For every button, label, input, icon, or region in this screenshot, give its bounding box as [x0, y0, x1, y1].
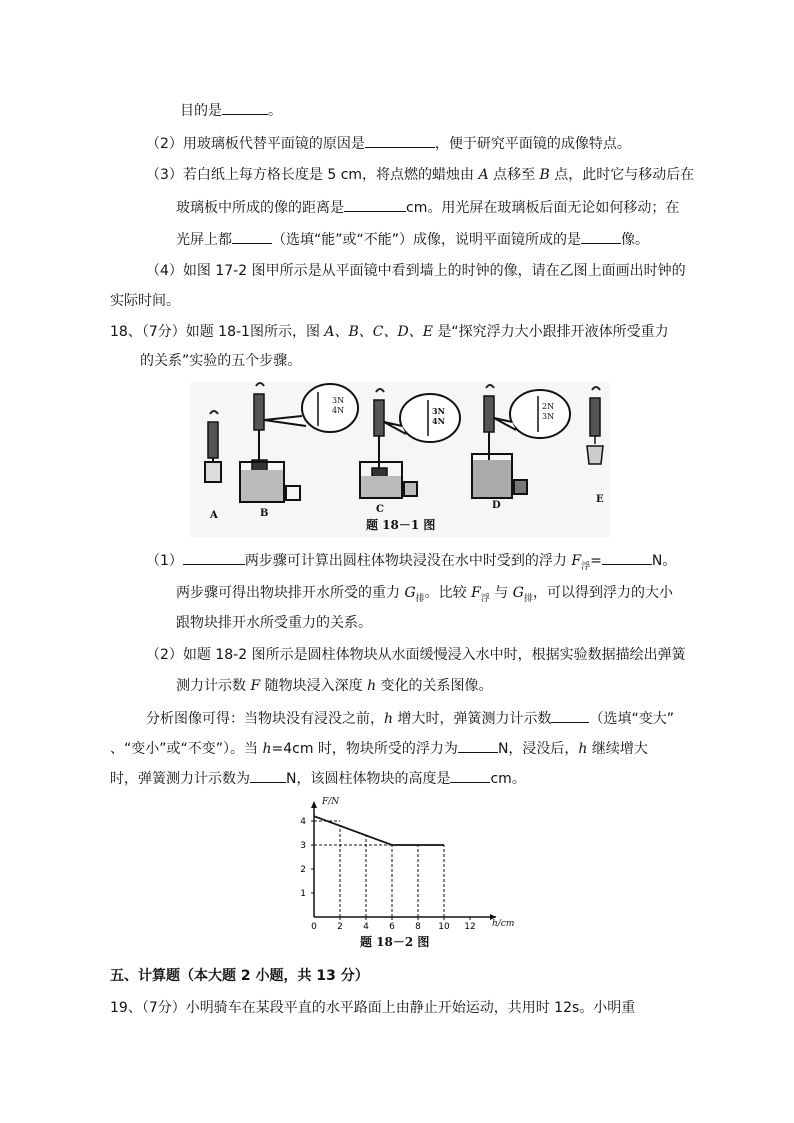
q18-analysis-line3: 时，弹簧测力计示数为 N，该圆柱体物块的高度是 cm。	[110, 768, 526, 789]
x-tick-label: 12	[464, 922, 476, 932]
y-tick-label: 3	[300, 841, 306, 851]
label-d: D	[492, 500, 501, 511]
y-axis-arrow	[311, 801, 317, 808]
y-tick-label: 4	[300, 817, 306, 827]
q18-2: （2）如题 18-2 图所示是圆柱体物块从水面缓慢浸入水中时，根据实验数据描绘出弹簧	[146, 647, 686, 663]
label-c: C	[376, 504, 384, 515]
q18-title-line2: 的关系”实验的五个步骤。	[140, 353, 302, 369]
x-tick-label: 2	[337, 922, 343, 932]
figure-18-2-caption: 题 18－2 图	[360, 935, 430, 949]
figure-18-2	[280, 795, 520, 955]
blank-block-height[interactable]	[450, 768, 490, 783]
reading-d: 2N 3N	[542, 402, 555, 421]
blank-purpose[interactable]	[222, 100, 268, 115]
q18-analysis: 分析图像可得：当物块没有浸没之前，h 增大时，弹簧测力计示数 （选填“变大”	[146, 708, 674, 729]
x-tick-label: 0	[311, 922, 317, 932]
label-b: B	[260, 508, 269, 519]
x-tick-label: 8	[415, 922, 421, 932]
y-tick-label: 1	[300, 889, 306, 899]
y-tick-label: 2	[300, 865, 306, 875]
q18-1-line3: 跟物块排开水所受重力的关系。	[176, 615, 372, 631]
figure-18-1-caption: 题 18－1 图	[366, 518, 436, 532]
blank-steps-buoyancy[interactable]	[183, 550, 245, 565]
f-h-curve	[314, 816, 444, 845]
blank-buoyancy-h4[interactable]	[458, 738, 498, 753]
q17-line-purpose: 目的是 。	[180, 100, 282, 121]
q17-3-line3: 光屏上都 （选填“能”或“不能”）成像，说明平面镜所成的是 像。	[176, 229, 649, 250]
q17-4: （4）如图 17-2 图甲所示是从平面镜中看到墙上的时钟的像，请在乙图上面画出时钟的	[146, 263, 686, 279]
blank-image-type[interactable]	[581, 229, 621, 244]
q18-1-line2: 两步骤可得出物块排开水所受的重力 $G_排$。比较 $F_浮$ 与 $G_排$，可以得到浮力的大小	[176, 585, 673, 604]
q18-2-line2: 测力计示数 F 随物块浸入深度 h 变化的关系图像。	[176, 678, 493, 694]
q19: 19、（7分）小明骑车在某段平直的水平路面上由静止开始运动，共用时 12s。小明重	[110, 1000, 636, 1016]
q17-3: （3）若白纸上每方格长度是 5 cm，将点燃的蜡烛由 A 点移至 B 点，此时它与移动后在	[146, 167, 695, 183]
blank-glass-reason[interactable]	[365, 133, 435, 148]
q17-2: （2）用玻璃板代替平面镜的原因是 ，便于研究平面镜的成像特点。	[146, 133, 631, 154]
blank-buoyancy-value[interactable]	[602, 550, 652, 565]
reading-b: 3N 4N	[332, 396, 345, 415]
blank-image-distance[interactable]	[344, 197, 406, 212]
q18-title: 18、（7分）如题 18-1图所示，图 A、B、C、D、E 是“探究浮力大小跟排开液体所受重力	[110, 324, 669, 340]
section-5-heading: 五、计算题（本大题 2 小题，共 13 分）	[110, 968, 369, 984]
reading-c: 3N 4N	[432, 406, 445, 426]
figure-18-1	[190, 382, 610, 537]
y-axis-label: F/N	[322, 797, 340, 807]
q18-analysis-line2: 、“变小”或“不变”）。当 h=4cm 时，物块所受的浮力为 N，浸没后，h 继续增大	[110, 738, 648, 759]
label-a: A	[210, 510, 218, 521]
step-a-apparatus	[205, 411, 221, 482]
x-tick-label: 10	[438, 922, 450, 932]
q17-3-line2: 玻璃板中所成的像的距离是 cm。用光屏在玻璃板后面无论如何移动；在	[176, 197, 679, 218]
x-tick-label: 6	[389, 922, 395, 932]
label-e: E	[596, 494, 604, 505]
f-h-graph	[280, 795, 520, 955]
step-e-apparatus	[587, 387, 603, 464]
x-tick-label: 4	[363, 922, 369, 932]
q17-4-line2: 实际时间。	[110, 293, 180, 309]
blank-reading-after[interactable]	[250, 768, 286, 783]
x-axis-label: h/cm	[492, 919, 515, 929]
blank-reading-trend[interactable]	[551, 708, 589, 723]
blank-can-image[interactable]	[232, 229, 272, 244]
q18-1: （1） 两步骤可计算出圆柱体物块浸没在水中时受到的浮力 $F_浮= N$。	[146, 550, 676, 577]
